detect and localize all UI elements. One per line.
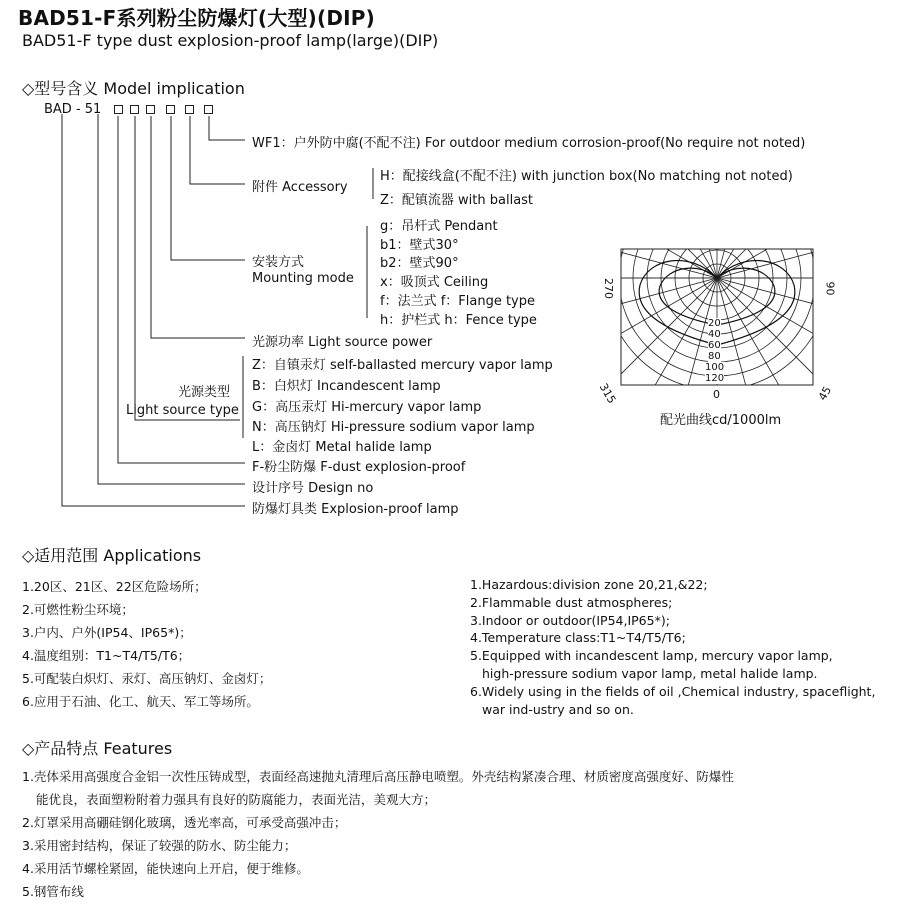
page-subtitle: BAD51-F type dust explosion-proof lamp(large)(DIP)	[22, 31, 439, 50]
design-label: 设计序号 Design no	[252, 481, 374, 496]
feature-item: 1.壳体采用高强度合金铝一次性压铸成型，表面经高速抛丸清理后高压静电喷塑。外壳结构紧凑合理、材质密度高强度好、防爆性	[22, 769, 734, 784]
application-en-item: 6.Widely using in the fields of oil ,Chemical industry, spaceflight,	[470, 684, 876, 699]
mounting-option: x：吸顶式 Ceiling	[380, 275, 489, 290]
page-title: BAD51-F系列粉尘防爆灯(大型)(DIP)	[18, 6, 375, 30]
source-label-en: Light source type	[126, 403, 239, 418]
polar-ring-label: 120	[705, 373, 725, 384]
polar-label-315: 315	[596, 381, 619, 406]
application-cn-item: 2.可燃性粉尘环境；	[22, 602, 134, 617]
mounting-label-cn: 安装方式	[252, 255, 305, 270]
applications-heading: ◇适用范围 Applications	[22, 546, 202, 565]
mounting-option: b1：壁式30°	[380, 238, 459, 253]
accessory-option-h: H：配接线盒(不配不注) with junction box(No matching not noted)	[380, 169, 793, 184]
category-label: 防爆灯具类 Explosion-proof lamp	[252, 502, 459, 517]
dust-label: F-粉尘防爆 F-dust explosion-proof	[252, 460, 466, 475]
source-label-cn: 光源类型	[178, 385, 231, 400]
application-en-item: 3.Indoor or outdoor(IP54,IP65*);	[470, 613, 670, 628]
source-option: B：白炽灯 Incandescent lamp	[252, 379, 441, 394]
polar-ring-label: 20	[708, 318, 721, 329]
accessory-option-z: Z：配镇流器 with ballast	[380, 193, 534, 208]
mounting-option: g：吊杆式 Pendant	[380, 219, 498, 234]
model-heading: ◇型号含义 Model implication	[22, 79, 245, 98]
polar-caption: 配光曲线cd/1000lm	[660, 413, 782, 428]
model-code: BAD - 51	[44, 102, 102, 117]
feature-item: 2.灯罩采用高硼硅钢化玻璃，透光率高，可承受高强冲击；	[22, 815, 347, 830]
feature-item: 3.采用密封结构，保证了较强的防水、防尘能力；	[22, 838, 297, 853]
application-cn-item: 1.20区、21区、22区危险场所；	[22, 579, 207, 594]
source-option: Z：自镇汞灯 self-ballasted mercury vapor lamp	[252, 358, 553, 373]
application-cn-item: 4.温度组别：T1~T4/T5/T6；	[22, 648, 191, 663]
application-en-item: 5.Equipped with incandescent lamp, mercury vapor lamp,	[470, 648, 833, 663]
polar-label-90: 90	[823, 281, 837, 296]
application-en-item: 2.Flammable dust atmospheres;	[470, 595, 673, 610]
source-option: N：高压钠灯 Hi-pressure sodium vapor lamp	[252, 420, 535, 435]
polar-ring-label: 100	[705, 362, 725, 373]
mounting-option: f：法兰式 f：Flange type	[380, 294, 536, 309]
source-option: L：金卤灯 Metal halide lamp	[252, 440, 432, 455]
application-en-item: 4.Temperature class:T1~T4/T5/T6;	[470, 630, 686, 645]
feature-item: 能优良，表面塑粉附着力强具有良好的防腐能力，表面光洁，美观大方；	[36, 792, 437, 807]
polar-ring-label: 60	[708, 340, 721, 351]
feature-item: 4.采用活节螺栓紧固，能快速向上开启，便于维修。	[22, 861, 309, 876]
polar-ring-label: 40	[708, 329, 721, 340]
application-cn-item: 5.可配装白炽灯、汞灯、高压钠灯、金卤灯；	[22, 671, 272, 686]
application-en-item: war ind-ustry and so on.	[482, 702, 634, 717]
mounting-label-en: Mounting mode	[252, 271, 354, 286]
source-option: G：高压汞灯 Hi-mercury vapor lamp	[252, 400, 482, 415]
polar-label-270: 270	[602, 278, 615, 299]
feature-item: 5.钢管布线	[22, 884, 84, 899]
polar-ring-label: 80	[708, 351, 721, 362]
power-label: 光源功率 Light source power	[252, 335, 433, 350]
polar-label-45: 45	[815, 384, 835, 403]
mounting-option: b2：壁式90°	[380, 256, 459, 271]
accessory-label: 附件 Accessory	[252, 180, 348, 195]
features-heading: ◇产品特点 Features	[22, 739, 173, 758]
polar-label-0: 0	[713, 388, 720, 401]
application-cn-item: 3.户内、户外(IP54、IP65*)；	[22, 625, 192, 640]
wf1-option: WF1：户外防中腐(不配不注) For outdoor medium corrosion-proof(No require not noted)	[252, 136, 806, 151]
mounting-option: h：护栏式 h：Fence type	[380, 313, 537, 328]
application-en-item: high-pressure sodium vapor lamp, metal halide lamp.	[482, 666, 818, 681]
application-en-item: 1.Hazardous:division zone 20,21,&22;	[470, 577, 708, 592]
application-cn-item: 6.应用于石油、化工、航天、军工等场所。	[22, 694, 259, 709]
